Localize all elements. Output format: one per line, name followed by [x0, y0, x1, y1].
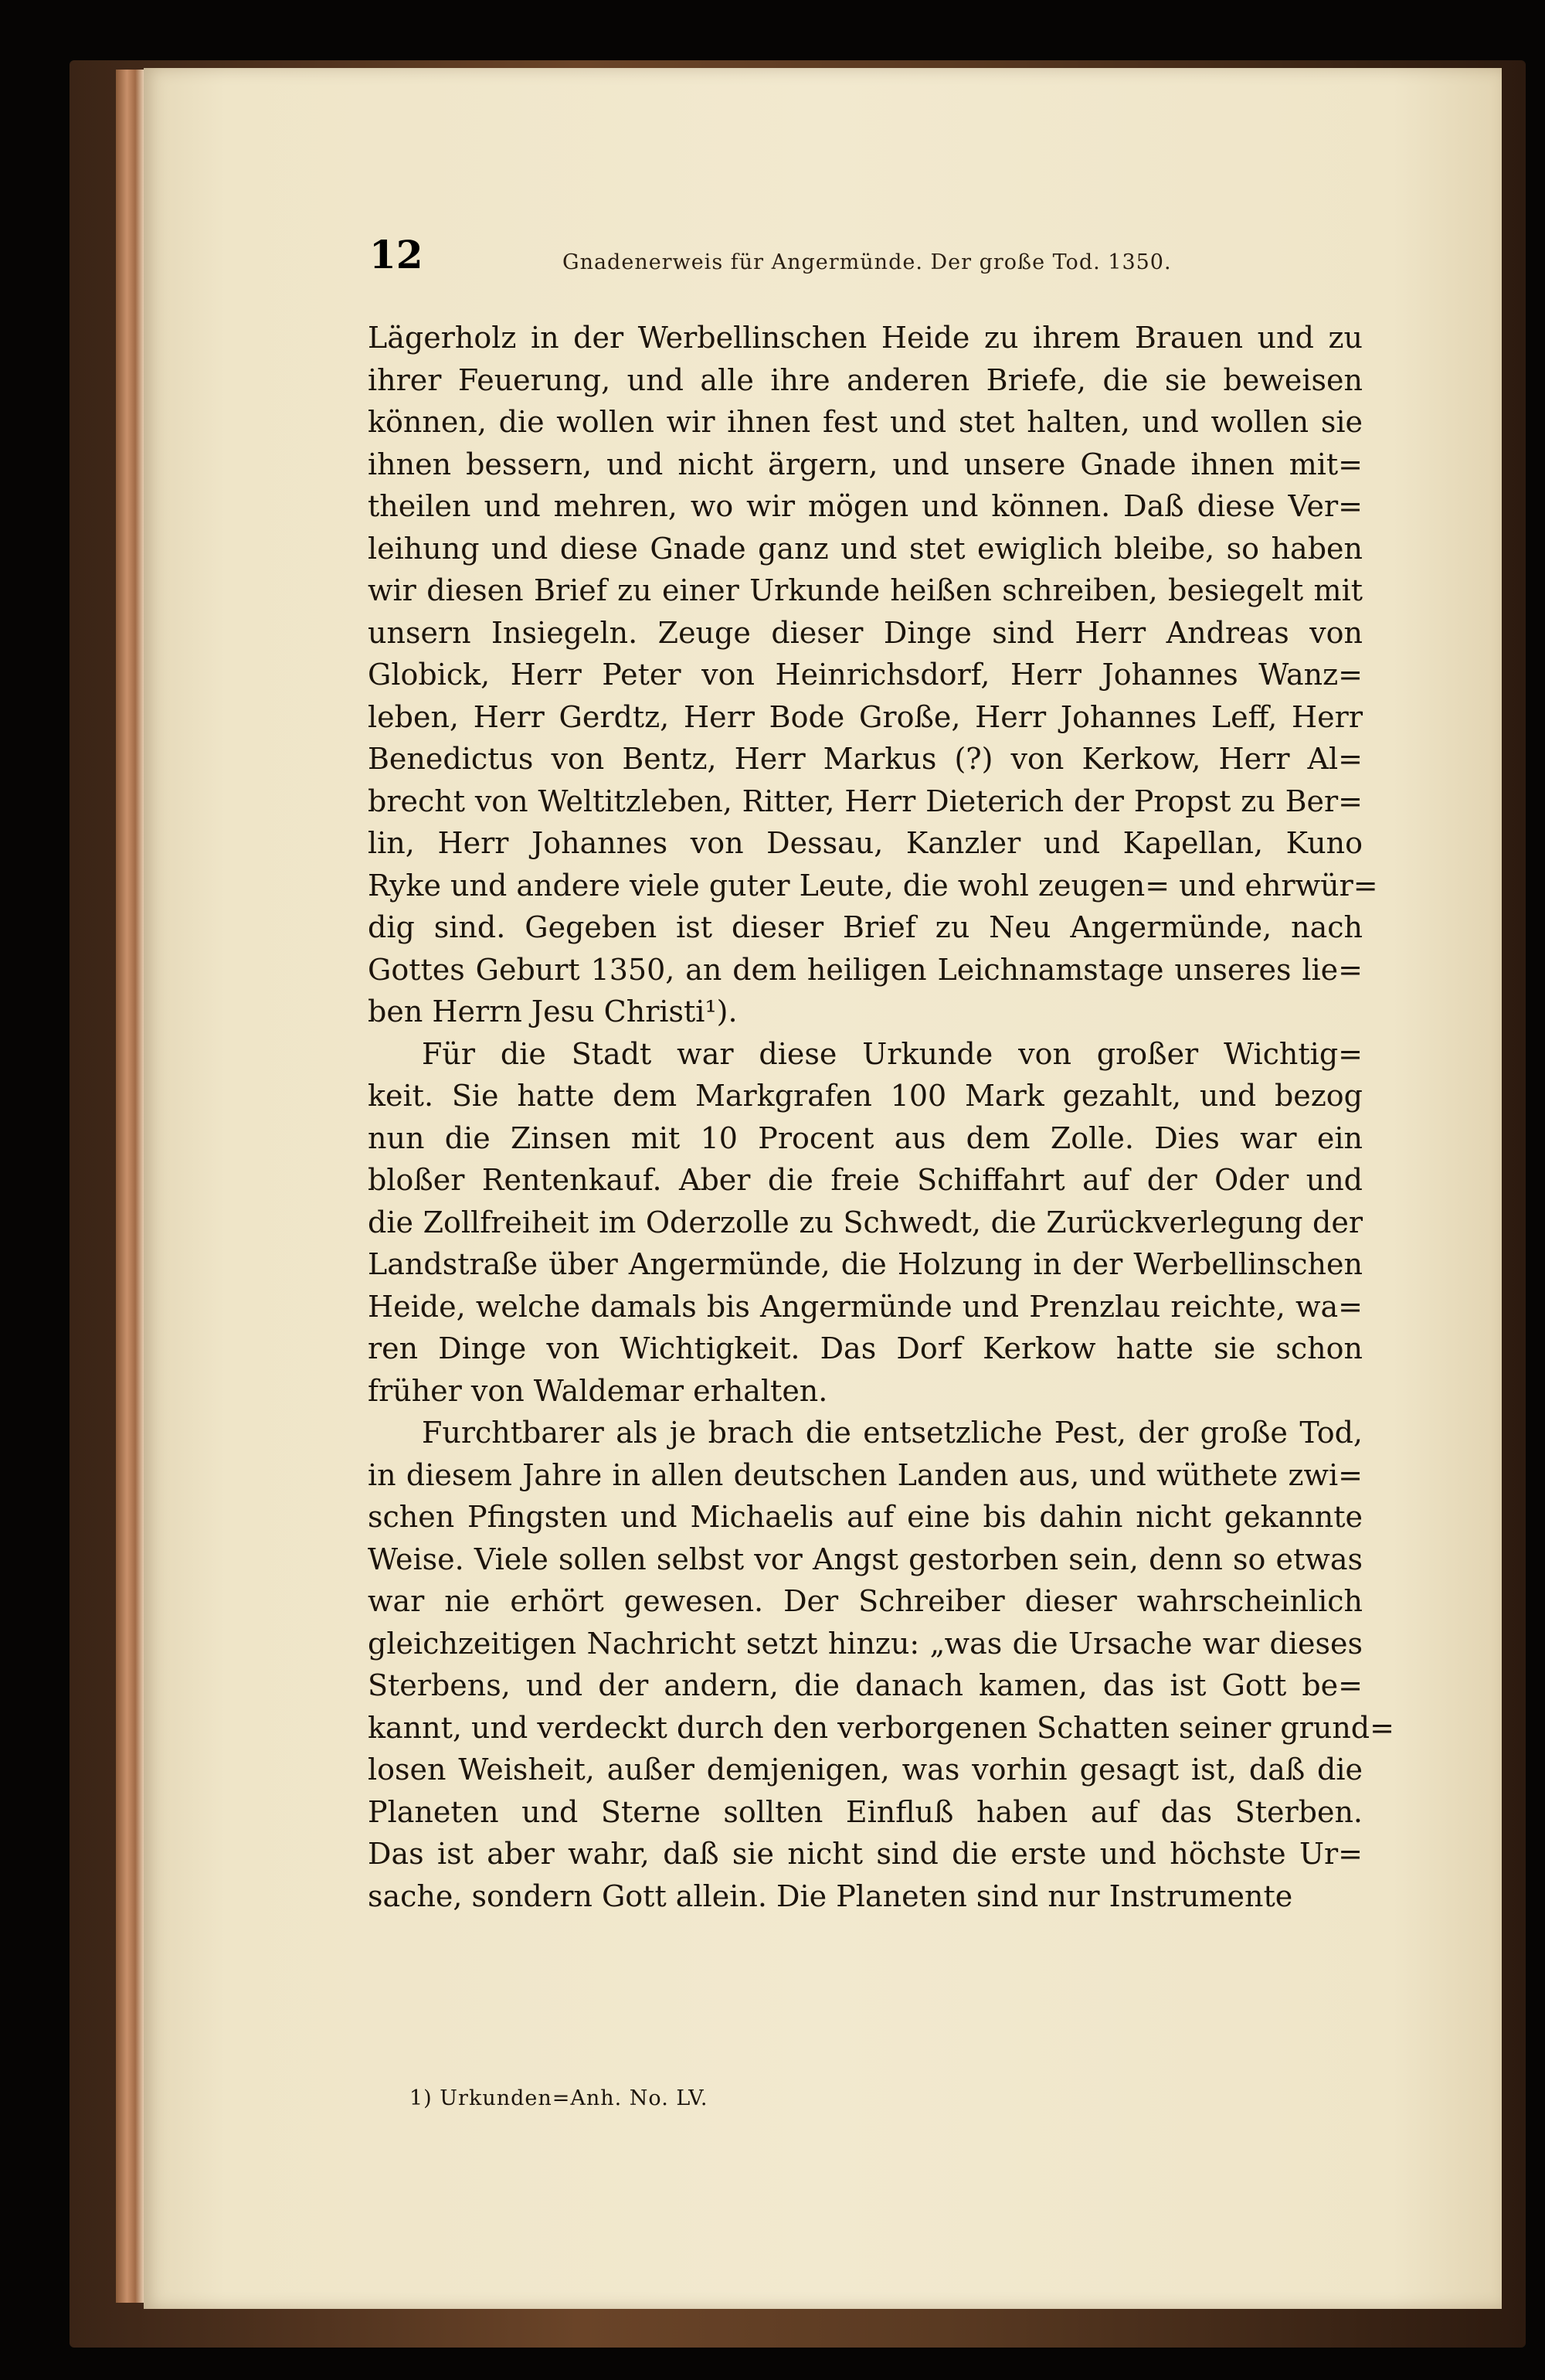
text-line: Furchtbarer als je brach die entsetzliche Pest, der große Tod,	[422, 1416, 1363, 1450]
text-line: Das ist aber wahr, daß sie nicht sind die erste und höchste Ur=	[368, 1837, 1363, 1871]
text-line: theilen und mehren, wo wir mögen und können. Daß diese Ver=	[368, 489, 1363, 523]
page-number: 12	[369, 232, 423, 277]
text-line: Für die Stadt war diese Urkunde von großer Wichtig=	[422, 1036, 1363, 1071]
text-line: gleichzeitigen Nachricht setzt hinzu: „was die Ursache war dieses	[368, 1626, 1363, 1661]
paragraph	[368, 317, 1378, 1033]
text-line: kannt, und verdeckt durch den verborgenen Schatten seiner grund=	[368, 1710, 1394, 1745]
text-line: früher von Waldemar erhalten.	[368, 1373, 828, 1408]
book-spine-edge	[116, 70, 144, 2303]
text-line: Planeten und Sterne sollten Einfluß haben auf das Sterben.	[368, 1794, 1363, 1829]
text-line: wir diesen Brief zu einer Urkunde heißen schreiben, besiegelt mit	[368, 573, 1363, 607]
text-line: keit. Sie hatte dem Markgrafen 100 Mark gezahlt, und bezog	[368, 1079, 1363, 1113]
paragraph	[368, 1412, 1394, 1917]
text-line: lin, Herr Johannes von Dessau, Kanzler und Kapellan, Kuno	[368, 826, 1363, 860]
text-line: ihnen bessern, und nicht ärgern, und unsere Gnade ihnen mit=	[368, 447, 1363, 481]
text-line: sache, sondern Gott allein. Die Planeten sind nur Instrumente	[368, 1878, 1293, 1913]
text-line: Sterbens, und der andern, die danach kamen, das ist Gott be=	[368, 1668, 1363, 1702]
text-line: Globick, Herr Peter von Heinrichsdorf, Herr Johannes Wanz=	[368, 658, 1363, 692]
text-line: Benedictus von Bentz, Herr Markus (?) von Kerkow, Herr Al=	[368, 742, 1363, 776]
page-header	[369, 232, 1374, 278]
text-line: ren Dinge von Wichtigkeit. Das Dorf Kerkow hatte sie schon	[368, 1331, 1363, 1365]
text-line: ihrer Feuerung, und alle ihre anderen Briefe, die sie beweisen	[368, 362, 1363, 397]
text-line: Weise. Viele sollen selbst vor Angst gestorben sein, denn so etwas	[368, 1542, 1363, 1576]
text-line: ben Herrn Jesu Christi¹).	[368, 994, 738, 1028]
text-line: leihung und diese Gnade ganz und stet ewiglich bleibe, so haben	[368, 531, 1363, 566]
text-line: Lägerholz in der Werbellinschen Heide zu ihrem Brauen und zu	[368, 321, 1363, 355]
text-line: schen Pfingsten und Michaelis auf eine bis dahin nicht gekannte	[368, 1500, 1363, 1534]
text-line: Landstraße über Angermünde, die Holzung in der Werbellinschen	[368, 1247, 1363, 1281]
text-line: nun die Zinsen mit 10 Procent aus dem Zolle. Dies war ein	[368, 1120, 1363, 1155]
text-line: leben, Herr Gerdtz, Herr Bode Große, Herr Johannes Leff, Herr	[368, 699, 1363, 734]
text-line: bloßer Rentenkauf. Aber die freie Schiffahrt auf der Oder und	[368, 1163, 1363, 1197]
text-line: können, die wollen wir ihnen fest und stet halten, und wollen sie	[368, 405, 1363, 439]
text-line: war nie erhört gewesen. Der Schreiber dieser wahrscheinlich	[368, 1584, 1363, 1618]
body-text	[368, 317, 1394, 1917]
text-line: Gottes Geburt 1350, an dem heiligen Leichnamstage unseres lie=	[368, 952, 1363, 987]
text-line: die Zollfreiheit im Oderzolle zu Schwedt, die Zurückverlegung der	[368, 1205, 1363, 1239]
text-line: dig sind. Gegeben ist dieser Brief zu Neu Angermünde, nach	[368, 910, 1363, 944]
text-line: losen Weisheit, außer demjenigen, was vorhin gesagt ist, daß die	[368, 1753, 1363, 1787]
text-line: unsern Insiegeln. Zeuge dieser Dinge sind Herr Andreas von	[368, 615, 1363, 650]
footnote: 1) Urkunden=Anh. No. LV.	[409, 2086, 708, 2110]
running-head: Gnadenerweis für Angermünde. Der große Tod. 1350.	[562, 250, 1172, 274]
text-line: brecht von Weltitzleben, Ritter, Herr Dieterich der Propst zu Ber=	[368, 784, 1363, 818]
text-line: Heide, welche damals bis Angermünde und Prenzlau reichte, wa=	[368, 1289, 1363, 1324]
text-line: in diesem Jahre in allen deutschen Landen aus, und wüthete zwi=	[368, 1457, 1363, 1492]
text-line: Ryke und andere viele guter Leute, die wohl zeugen= und ehrwür=	[368, 868, 1378, 903]
paragraph	[368, 1033, 1363, 1413]
